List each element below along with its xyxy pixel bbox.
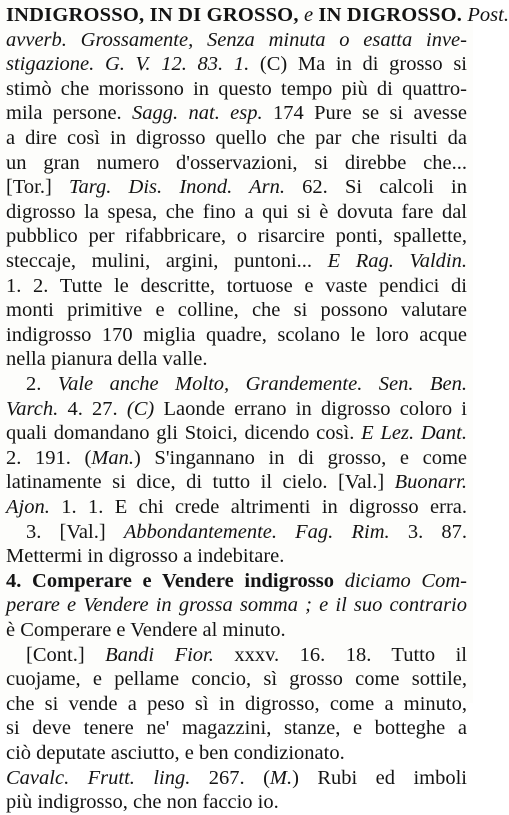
entry-text-line — [6, 495, 467, 520]
body-text: indigrosso 170 miglia quadre, scolano le loro acque — [6, 323, 467, 346]
body-text: 267. ( — [190, 766, 270, 789]
entry-text-line — [6, 323, 467, 348]
entry-text-line — [6, 569, 467, 594]
body-text: steccaje, mulini, argini, puntoni... — [6, 250, 328, 272]
citation-italic-text: E Rag. Valdin. — [327, 250, 468, 272]
body-text: quali domandano gli Stoici, dicendo così. — [6, 422, 362, 445]
body-text: monti primitive e colline, che si possono valutare — [6, 299, 467, 322]
citation-italic-text: perare e Vendere in grossa somma ; e il suo contrario — [6, 594, 467, 617]
entry-text-line — [26, 520, 467, 545]
entry-text-line — [6, 347, 467, 372]
citation-italic-text: avverb. Grossamente, Senza minuta o esatta inve- — [6, 28, 467, 51]
citation-italic-text: stigazione. G. V. 12. 83. 1. — [6, 53, 250, 76]
body-text: che si vende a peso sì in digrosso, come a minuto, — [6, 692, 467, 715]
citation-italic-text: Targ. Dis. Inond. Arn. — [69, 176, 285, 199]
citation-italic-text: M. — [269, 766, 293, 789]
entry-text-line — [6, 790, 467, 815]
entry-text-line — [26, 643, 467, 668]
body-text: è Comperare e Vendere al minuto. — [6, 619, 286, 641]
entry-text-line — [6, 28, 467, 53]
citation-italic-text: Abbondantemente. Fag. Rim. — [123, 520, 390, 543]
citation-italic-text: Bandi Fior. — [105, 643, 214, 666]
body-text: (C) Ma in di grosso si — [249, 53, 468, 76]
headword-text: IN DIGROSSO. — [313, 4, 468, 26]
entry-text-line — [6, 151, 467, 176]
body-text: ciò deputate asciutto, e ben condizionato. — [6, 742, 345, 764]
citation-italic-text: e — [303, 4, 314, 26]
body-text: nella pianura della valle. — [6, 348, 208, 371]
citation-italic-text: Ajon. — [6, 496, 50, 518]
body-text: latinamente si dice, di tutto il cielo. [Val.] — [6, 471, 395, 494]
entry-text-line — [6, 298, 467, 323]
entry-text-line — [6, 741, 467, 766]
entry-text-line — [6, 692, 467, 717]
citation-italic-text: E Lez. Dant. — [361, 422, 468, 445]
body-text: Laonde errano in digrosso coloro i — [154, 397, 467, 420]
body-text: 174 Pure se si avesse — [262, 102, 467, 125]
body-text: un gran numero d'osservazioni, si direbbe che... — [6, 151, 467, 174]
entry-text-line — [6, 716, 467, 741]
entry-text-line — [6, 446, 467, 471]
entry-text-line — [6, 593, 467, 618]
citation-italic-text: Sagg. nat. esp. — [132, 102, 263, 125]
body-text: ) Rubi ed imboli — [292, 766, 468, 789]
headword-text: INDIGROSSO, IN DI GROSSO, — [6, 4, 304, 26]
body-text: 2. 191. ( — [6, 446, 92, 469]
entry-text-line — [6, 77, 467, 102]
entry-text-line — [6, 766, 467, 791]
body-text: pubblico per rifabbricare, o risarcire ponti, spallette, — [6, 225, 467, 248]
entry-text-line — [6, 544, 467, 569]
body-text: [Cont.] — [26, 643, 106, 666]
body-text: 2. — [26, 373, 58, 395]
bold-term-text: 4. Comperare e Vendere indigrosso — [6, 569, 345, 592]
entry-text-line — [6, 274, 467, 299]
citation-italic-text: Cavalc. Frutt. ling. — [6, 766, 191, 789]
body-text: si deve tenere ne' magazzini, stanze, e botteghe a — [6, 717, 467, 740]
entry-text-line — [26, 372, 467, 397]
body-text: stimò che morissono in questo tempo più di quattro- — [6, 77, 467, 100]
body-text: a dire così in digrosso quello che par che risulti da — [6, 127, 467, 149]
body-text: 1. 2. Tutte le descritte, tortuose e vaste pendici di — [6, 274, 467, 297]
entry-text-line — [6, 397, 467, 422]
body-text: mila persone. — [6, 102, 133, 125]
entry-text-line — [6, 421, 467, 446]
entry-headword-line — [6, 3, 509, 28]
citation-italic-text: Post. — [467, 4, 509, 26]
entry-text-line — [6, 200, 467, 225]
body-text: 3. 87. — [389, 520, 467, 543]
entry-text-line — [6, 667, 467, 692]
entry-text-line — [6, 126, 467, 151]
entry-text-line — [6, 470, 467, 495]
citation-italic-text: diciamo Com- — [344, 569, 467, 592]
entry-text-line — [6, 101, 467, 126]
citation-italic-text: Buonarr. — [394, 471, 467, 494]
entry-text-line — [6, 52, 467, 77]
citation-italic-text: (C) — [126, 397, 155, 420]
entry-text-line — [6, 175, 467, 200]
body-text: 4. 27. — [58, 397, 127, 420]
body-text: ) S'ingannano in di grosso, e come — [134, 446, 467, 469]
body-text: [Tor.] — [6, 176, 69, 199]
body-text: più indigrosso, che non faccio io. — [6, 791, 279, 814]
body-text: Mettermi in digrosso a indebitare. — [6, 545, 285, 568]
body-text: 1. 1. E chi crede altrimenti in digrosso erra. — [49, 496, 467, 518]
body-text: digrosso la spesa, che fino a qui si è dovuta fare dal — [6, 200, 467, 223]
entry-text-line — [6, 618, 467, 643]
body-text: xxxv. 16. 18. Tutto il — [213, 643, 467, 666]
citation-italic-text: Man. — [91, 446, 134, 469]
entry-text-line — [6, 249, 467, 274]
citation-italic-text: Vale anche Molto, Grandemente. Sen. Ben. — [57, 373, 468, 395]
entry-text-line — [6, 224, 467, 249]
body-text: cuojame, e pellame concio, sì grosso come sottile, — [6, 668, 467, 691]
body-text: 3. [Val.] — [26, 520, 124, 543]
body-text: 62. Si calcoli in — [284, 176, 467, 199]
citation-italic-text: Varch. — [6, 397, 59, 420]
